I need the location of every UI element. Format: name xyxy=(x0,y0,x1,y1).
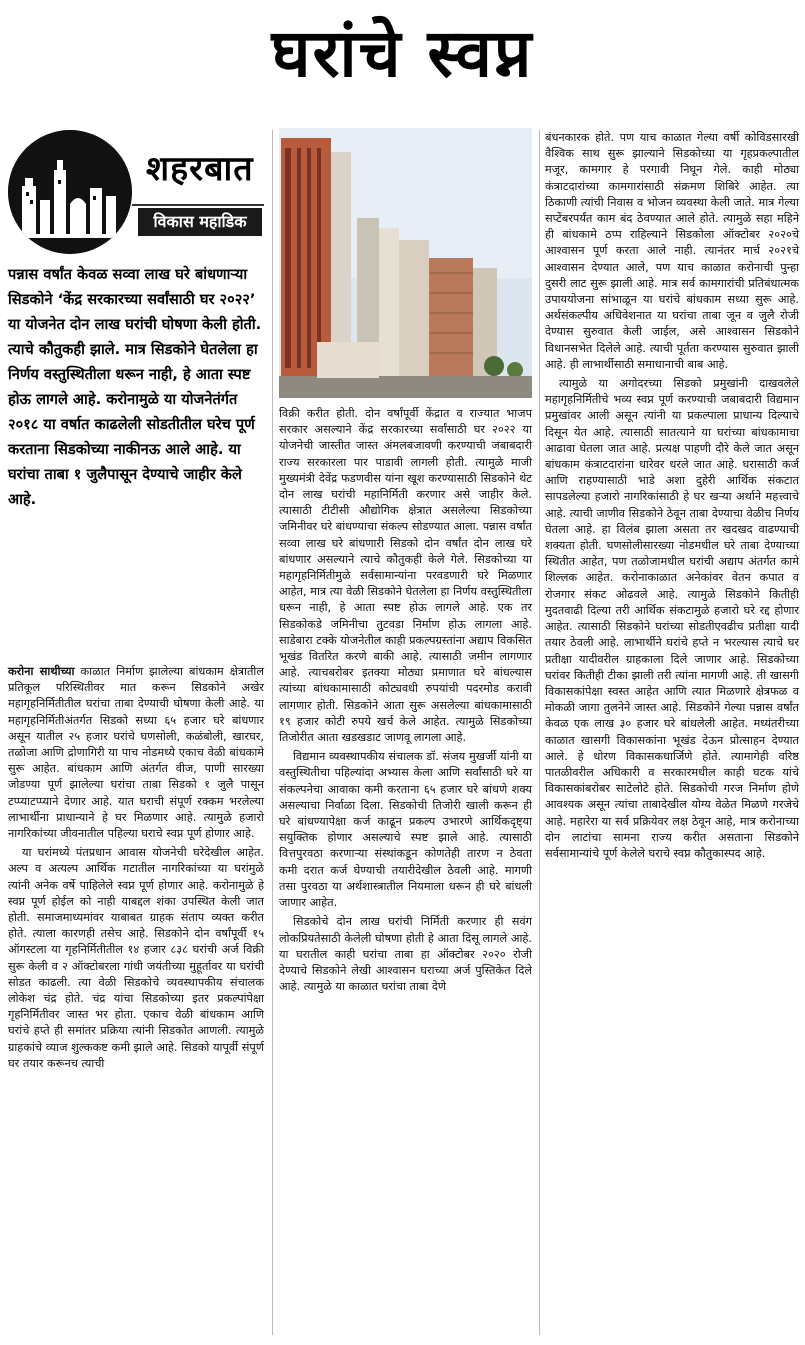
column-divider xyxy=(539,130,540,1335)
kicker: करोना साथीच्या xyxy=(8,665,75,678)
author-byline: विकास महाडिक xyxy=(138,208,262,236)
column-logo xyxy=(8,126,263,256)
column-divider xyxy=(272,130,273,1335)
paragraph: त्यामुळे या अगोदरच्या सिडको प्रमुखांनी दाखवलेले महागृहनिर्मितीचे भव्य स्वप्न पूर्ण करण्याची जबाबदारी विद्यमान प्रमुखांवर आली असून त्यांनी या प्रकल्पाला प्राधान्य दिल्याचे दिसून येत आहे. त्यासाठी सातत्याने या घरांच्या बांधकामाचा आढावा घेतला जात आहे. प्रत्यक्ष पाहणी दौरे केले जात असून बांधकाम कंत्राटदारांना धारेवर धरले जात आहे. घरासाठी कर्ज आणि राहण्यासाठी भाडे अशा दुहेरी आर्थिक संकटात सापडलेल्या हजारो नागरिकांसाठी हे घर खऱ्या अर्थाने महत्त्वाचे आहे. त्याची जाणीव सिडकोने ठेवून ताबा देण्याचा वेळीच निर्णय घेतला आहे. हा विलंब झाला असता तर खदखद वाढण्याची शक्यता होती. घणसोलीसारख्या नोडमधील घरे ताबा देण्याच्या स्थितीत आहेत, पण तळोजामधील घरांची अद्याप अंतर्गत कामे शिल्लक आहेत. करोनाकाळात अनेकांवर वेतन कपात व रोजगार संकट ओढवले आहे. त्यामुळे सिडकोने कितीही मुदतवाढी दिल्या तरी आर्थिक संकटामुळे हजारो घरे रद्द होणार आहेत. त्यासाठी सिडकोने घरांच्या सोडतीएवढीच प्रतीक्षा यादी तयार ठेवली आहे. लाभार्थीने घरांचे हप्ते न भरल्यास त्याचे घर प्रतीक्षा यादीवरील ग्राहकाला दिले जाणार आहे. सिडकोच्या घरांवर कितीही टीका झाली तरी त्यांना मागणी आहे. ती खासगी विकासकांपेक्षा स्वस्त आहेत आणि त्यात मिळणारे क्षेत्रफळ व मोकळी जागा तुलनेने जास्त आहे. सिडकोने गेल्या पन्नास वर्षांत केवळ एक लाख ३० हजार घरे बांधलेली आहेत. मध्यंतरीच्या काळात खासगी विकासकांना भूखंड देऊन प्रोत्साहन देण्यात आले. हे धोरण विकासकधार्जिणे होते. त्यामागेही वरिष्ठ पातळीवरील अधिकारी व सरकारमधील काही घटक यांचे विकासकांबरोबर साटेलोटे होते. सिडकोची गरज निर्माण होणे आवश्यक असून त्यांचा ताबादेखील योग्य वेळेत मिळणे गरजेचे आहे. महारेरा या सर्व प्रक्रियेवर लक्ष ठेवून आहे, मात्र करोनाच्या दोन लाटांचा सामना राज्य करीत असताना सिडकोने सर्वसामान्यांचे पूर्ण केलेले घराचे स्वप्न कौतुकास्पद आहे. xyxy=(545,377,799,860)
article-column-3 xyxy=(545,130,799,1335)
paragraph: विद्यमान व्यवस्थापकीय संचालक डॉ. संजय मुखर्जी यांनी या वस्तुस्थितीचा पहिल्यांदा अभ्यास केला आणि सर्वांसाठी घरे या संकल्पनेचा आवाका कमी करताना ६५ हजार घरे बांधणे शक्य असल्याचा निर्वाळा दिला. सिडकोची तिजोरी खाली करून ही घरे बांधण्यापेक्षा कर्ज काढून प्रकल्प उभारणे आर्थिकदृष्ट्या सयुक्तिक होणार असल्याचे स्पष्ट झाले आहे. त्यासाठी वित्तपुरवठा करणाऱ्या संस्थांकडून कोणतेही तारण न ठेवता कमी दरात कर्ज घेण्याची तयारीदेखील ठेवली आहे. मागणी तसा पुरवठा या अर्थशास्त्रातील नियमाला धरून ही घरे बांधली जाणार आहेत. xyxy=(279,750,532,910)
headline: घरांचे स्वप्न xyxy=(271,15,534,92)
paragraph: बंधनकारक होते. पण याच काळात गेल्या वर्षी कोविडसारखी वैश्विक साथ सुरू झाल्याने सिडकोच्या या गृहप्रकल्पातील मजूर, कामगार हे परगावी निघून गेले. काही मोठ्या कंत्राटदारांच्या कामगारांसाठी संक्रमण शिबिरे आहेत. त्या ठिकाणी त्यांची निवास व भोजन व्यवस्था केली जाते. मात्र गेल्या सप्टेंबरपर्यंत काम बंद ठेवण्यात आले होते. त्यामुळे सहा महिने ही बांधकामे ठप्प राहिल्याने सिडकोला ऑक्टोबर २०२०चे आश्वासन पूर्ण करता आले नाही. त्यानंतर मार्च २०२१चे आश्वासन देण्यात आले, पण याच काळात करोनाची पुन्हा दुसरी लाट सुरू झाली आहे. मात्र सर्व कामगारांची प्रतिबंधात्मक उपाययोजना सांभाळून या घरांचे बांधकाम सध्या सुरू आहे. अर्थसंकल्पीय अधिवेशनात या घरांचा ताबा जून व जुलै रोजी देण्यास सुरुवात केली जाईल, असे आश्वासन सिडकोने विधानसभेत दिलेले आहे. त्याची पूर्तता करण्यास सुरुवात झाली आहे. ही लाभार्थीसाठी समाधानाची बाब आहे. xyxy=(545,131,799,371)
paragraph xyxy=(8,664,264,842)
article-column-1 xyxy=(8,664,264,1334)
logo-divider xyxy=(132,204,264,206)
building-photo xyxy=(279,128,532,398)
city-skyline-icon xyxy=(8,130,132,254)
paragraph: विक्री करीत होती. दोन वर्षांपूर्वी केंद्रात व राज्यात भाजप सरकार असल्याने केंद्र सरकारच्या सर्वांसाठी घर २०२२ या योजनेची जास्तीत जास्त अंमलबजावणी करण्याची जबाबदारी राज्य सरकारला पार पाडावी लागली होती. त्यामुळे माजी मुख्यमंत्री देवेंद्र फडणवीस यांना खूश करण्यासाठी सिडकोने थेट दोन लाख घरांची महानिर्मिती करणार असे जाहीर केले. त्यासाठी टीटीसी औद्योगिक क्षेत्रात असलेल्या सिडकोच्या जमिनीवर घरे बांधण्याचा संकल्प सोडण्यात आला. पन्नास वर्षांत सव्वा लाख घरे बांधणारी सिडको दोन वर्षांत दोन लाख घरे बांधणार असल्याने त्याचे कौतुकही केले गेले. सिडकोच्या या महागृहनिर्मितीमुळे सर्वसामान्यांना परवडणारी घरे मिळणार आहेत, मात्र त्या वेळी सिडकोने घेतलेला हा निर्णय वस्तुस्थितीला धरून नाही, हे आता स्पष्ट होऊ लागले आहे. एक तर सिडकोकडे जमिनीचा तुटवडा निर्माण होऊ लागला आहे. साडेबारा टक्के योजनेतील काही प्रकल्पग्रस्तांना अद्याप विकसित भूखंड वितरित करणे बाकी आहे. त्यासाठी जमीन लागणार आहे. त्याचबरोबर इतक्या मोठ्या प्रमाणात घरे बांधल्यास त्यांच्या बांधकामासाठी कोट्यवधी रुपयांची पदरमोड करावी लागणार होती. सिडकोने आता सुरू असलेल्या बांधकामासाठी १९ हजार कोटी रुपये खर्च केले आहेत. त्यामुळे सिडकोच्या तिजोरीत आता खडखडाट जाणवू लागला आहे. xyxy=(279,407,532,745)
paragraph: या घरांमध्ये पंतप्रधान आवास योजनेची घरेदेखील आहेत. अल्प व अत्यल्प आर्थिक गटातील नागरिकांच्या या घरांमुळे त्यांनी अनेक वर्षे पाहिलेले स्वप्न पूर्ण होणार आहे. करोनामुळे हे स्वप्न पूर्ण होईल को नाही याबद्दल शंका उपस्थित केली जात होती. समाजमाध्यमांवर याबाबत ग्राहक संताप व्यक्त करीत होते. त्याला कारणही तसेच आहे. सिडकोने दोन वर्षांपूर्वी १५ ऑगस्टला या गृहनिर्मितीतील १४ हजार ८३८ घरांची अर्ज विक्री सुरू केली व २ ऑक्टोबरला गांधी जयंतीच्या मुहूर्तावर या घरांची सोडत काढली. त्या वेळी सिडकोचे व्यवस्थापकीय संचालक लोकेश चंद्र होते. चंद्र यांचा सिडकोच्या इतर प्रकल्पांपेक्षा गृहनिर्मितीवर जास्त भर होता. एकाच वेळी बांधकाम आणि घरांचे हप्ते ही समांतर प्रक्रिया त्यांनी सिडकोत आणली. त्यामुळे ग्राहकांचे व्याज शुल्ककष्ट कमी झाले आहे. सिडको यापूर्वी संपूर्ण घर तयार करूनच त्याची xyxy=(8,846,264,1070)
paragraph: सिडकोचे दोन लाख घरांची निर्मिती करणार ही सवंग लोकप्रियतेसाठी केलेली घोषणा होती हे आता दिसू लागले आहे. या घरातील काही घरांचा ताबा हा ऑक्टोबर २०२० रोजी देण्याचे सिडकोने लेखी आश्वासन घराच्या अर्ज पुस्तिकेत दिले आहे. त्यामुळे या काळात घरांचा ताबा देणे xyxy=(279,915,532,994)
article-column-2 xyxy=(279,406,532,1336)
column-name: शहरबात xyxy=(146,149,254,189)
lead-paragraph: पन्नास वर्षांत केवळ सव्वा लाख घरे बांधणाऱ्या सिडकोने ‘केंद्र सरकारच्या सर्वांसाठी घर २०२२’ या योजनेत दोन लाख घरांची घोषणा केली होती. त्याचे कौतुकही झाले. मात्र सिडकोने घेतलेला हा निर्णय वस्तुस्थितीला धरून नाही, हे आता स्पष्ट होऊ लागले आहे. करोनामुळे या योजनेतंर्गत २०१८ या वर्षात काढलेली सोडतीतील घरेच पूर्ण करताना सिडकोच्या नाकीनऊ आले आहे. या घरांचा ताबा १ जुलैपासून देण्याचे जाहीर केले आहे. xyxy=(8,266,262,508)
paragraph-text: काळात निर्माण झालेल्या बांधकाम क्षेत्रातील प्रतिकूल परिस्थितीवर मात करून सिडकोने अखेर महागृहनिर्मितीतील घरांचा ताबा देण्याची घोषणा केली आहे. या महागृहनिर्मितीअंतर्गत सिडको सध्या ६५ हजार घरे बांधणार असून यातील २५ हजार घरांचे घणसोली, कळंबोली, खारघर, तळोजा आणि द्रोणागिरी या पाच नोडमध्ये एकाच वेळी बांधकामे सुरू आहेत. बांधकाम आणि अंतर्गत वीज, पाणी सारख्या जोडण्या पूर्ण झालेल्या घरांचा ताबा सिडको १ जुलै पासून टप्प्याटप्प्याने देणार आहे. यात घराची संपूर्ण रक्कम भरलेल्या लाभार्थीना प्राधान्याने हे घर मिळणार आहे. त्यामुळे हजारो नागरिकांच्या जीवनातील पहिल्या घराचे स्वप्न पूर्ण होणार आहे. xyxy=(8,665,264,841)
